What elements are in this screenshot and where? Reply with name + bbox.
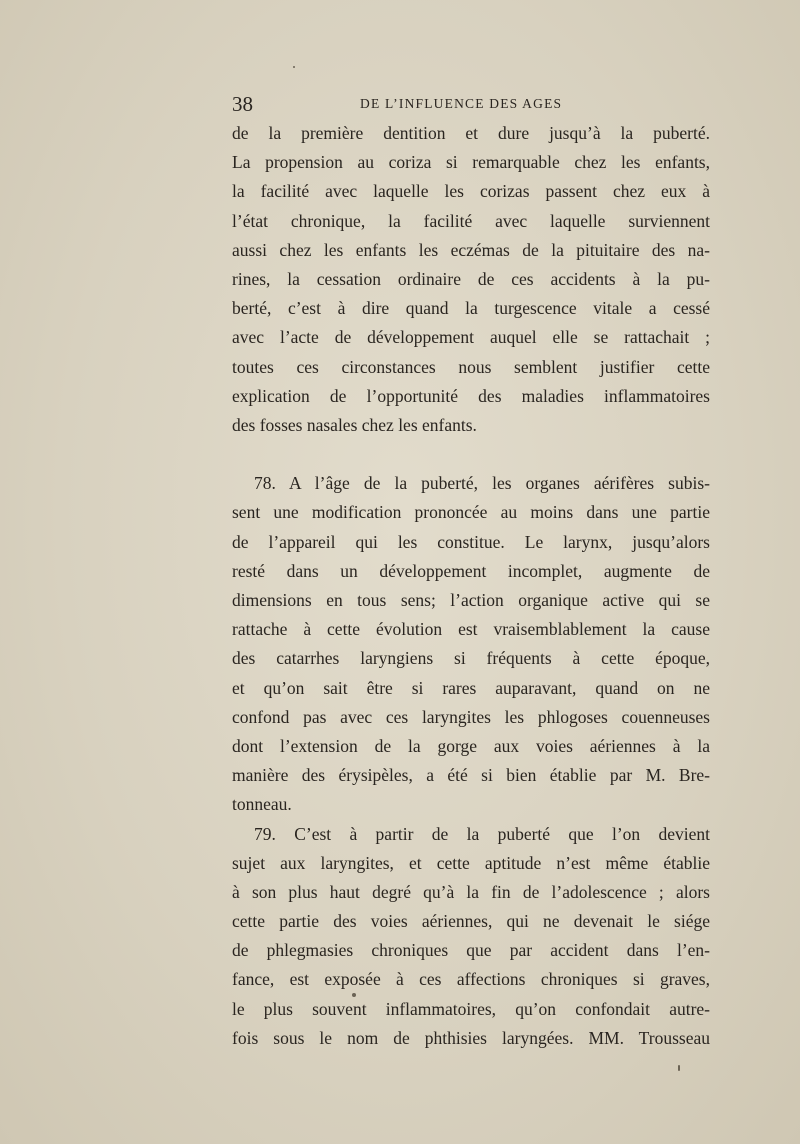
text-line: berté, c’est à dire quand la turgescence vitale a cessé — [232, 298, 710, 319]
text-line: confond pas avec ces laryngites les phlogoses couenneuses — [232, 706, 710, 727]
text-line: dimensions en tous sens; l’action organique active qui se — [232, 590, 710, 610]
paper-speck — [293, 66, 295, 68]
text-line: explication de l’opportunité des maladies inflammatoires — [232, 385, 710, 406]
paragraph-gap — [232, 440, 710, 469]
text-line: aussi chez les enfants les eczémas de la pituitaire des na- — [232, 239, 710, 260]
text-line: avec l’acte de développement auquel elle se rattachait ; — [232, 327, 710, 348]
text-line: de l’appareil qui les constitue. Le larynx, jusqu’alors — [232, 531, 710, 552]
paragraph-79 — [232, 820, 710, 1054]
text-line: fance, est exposée à ces affections chroniques si graves, — [232, 969, 710, 990]
text-line: 78. A l’âge de la puberté, les organes aérifères subis- — [254, 473, 710, 494]
text-line: dont l’extension de la gorge aux voies aériennes à la — [232, 735, 710, 756]
text-line: toutes ces circonstances nous semblent justifier cette — [232, 356, 710, 377]
paper-speck — [352, 993, 356, 997]
paragraph-78 — [232, 469, 710, 819]
text-line: le plus souvent inflammatoires, qu’on confondait autre- — [232, 998, 710, 1019]
paper-speck — [678, 1065, 680, 1071]
body-text — [232, 119, 710, 1053]
text-line: l’état chronique, la facilité avec laquelle surviennent — [232, 210, 710, 231]
text-line: de phlegmasies chroniques que par accident dans l’en- — [232, 940, 710, 961]
text-line: à son plus haut degré qu’à la fin de l’adolescence ; alors — [232, 881, 710, 902]
text-line: cette partie des voies aériennes, qui ne devenait le siége — [232, 911, 710, 932]
page-number: 38 — [232, 92, 253, 116]
text-line: rattache à cette évolution est vraisemblablement la cause — [232, 619, 710, 640]
text-line: tonneau. — [232, 794, 292, 815]
text-line: la facilité avec laquelle les corizas passent chez eux à — [232, 181, 710, 202]
text-line: des fosses nasales chez les enfants. — [232, 414, 477, 435]
text-line: sent une modification prononcée au moins dans une partie — [232, 502, 710, 523]
text-line: fois sous le nom de phthisies laryngées. MM. Trousseau — [232, 1027, 710, 1048]
running-head: DE L’INFLUENCE DES AGES — [360, 96, 563, 111]
text-line: manière des érysipèles, a été si bien établie par M. Bre- — [232, 765, 710, 786]
paragraph-continued — [232, 119, 710, 440]
text-line: rines, la cessation ordinaire de ces accidents à la pu- — [232, 268, 710, 289]
text-line: 79. C’est à partir de la puberté que l’on devient — [254, 823, 710, 844]
page-header — [232, 92, 712, 116]
text-line: des catarrhes laryngiens si fréquents à cette époque, — [232, 648, 710, 669]
text-line: resté dans un développement incomplet, augmente de — [232, 560, 710, 581]
text-line: de la première dentition et dure jusqu’à la puberté. — [232, 123, 710, 143]
text-line: La propension au coriza si remarquable chez les enfants, — [232, 152, 710, 173]
text-line: et qu’on sait être si rares auparavant, quand on ne — [232, 677, 710, 698]
text-line: sujet aux laryngites, et cette aptitude n’est même établie — [232, 852, 710, 873]
